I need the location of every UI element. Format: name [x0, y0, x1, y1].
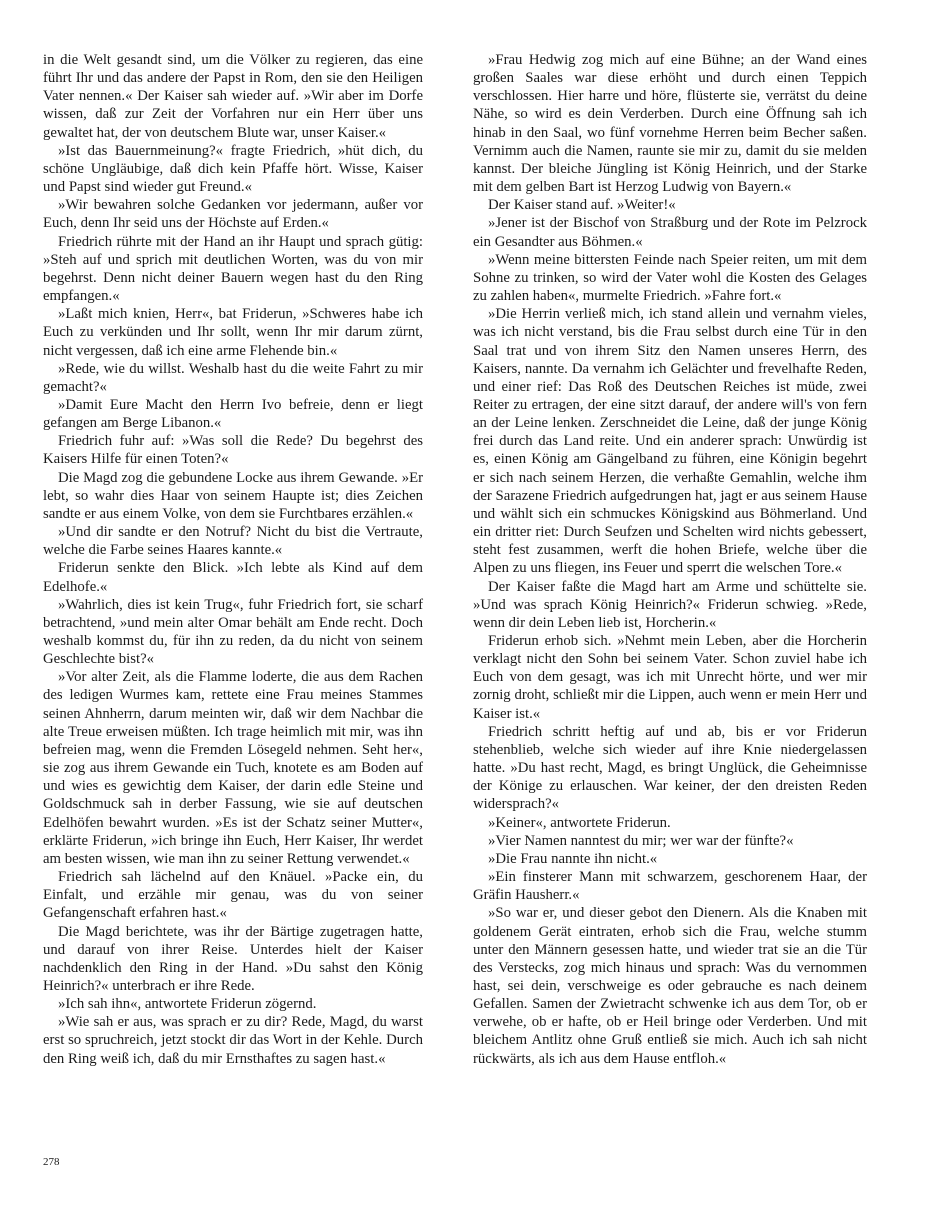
paragraph: Die Magd zog die gebundene Locke aus ihrem Gewande. »Er lebt, so wahr dies Haar von seinem Haupte ist; dies Zeichen sandte er aus einem Volke, von dem sie Furchtbares erzählen.«	[43, 469, 423, 522]
paragraph: »Die Herrin verließ mich, ich stand allein und vernahm vieles, was ich nicht verstand, bis die Frau selbst durch eine Tür in den Saal trat und von ihrem Sitz den Namen unseres Herrn, des Kaisers, nannte. Da vernahm ich Gelächter und frevelhafte Reden, und einer rief: Das Roß des Deutschen Reiches ist müde, zwei Reiter zu ertragen, der eine sitzt darauf, der andere will's von fern an der Leine lenken. Zerschneidet die Leine, daß der junge König frei durch das Land reite. Und ein anderer sprach: Unwürdig ist es, einen König am Gängelband zu führen, eine Königin begehrt er sich nach seinem Herzen, die verhaßte Gemahlin, welche ihm der Sarazene Friedrich aufgedrungen hat, jagt er aus seinem Hause und wählt sich ein schmuckes Königskind aus Böhmerland. Und ein dritter riet: Durch Seufzen und Schelten wird nichts gebessert, steht fest zusammen, werft die hohen Briefe, welche über die Alpen zu uns fliegen, ins Feuer und sperrt die welschen Tore.«	[473, 306, 867, 577]
paragraph: »Die Frau nannte ihn nicht.«	[488, 850, 658, 867]
paragraph: in die Welt gesandt sind, um die Völker zu regieren, das eine führt Ihr und das andere der Papst in Rom, den sie den Heiligen Vater nennen.« Der Kaiser sah wieder auf. »Wir aber im Dorfe wissen, daß zur Zeit der Vorfahren nur ein Herr über uns gewaltet hat, der von deutschem Blute war, unser Kaiser.«	[43, 52, 423, 141]
paragraph: »So war er, und dieser gebot den Dienern. Als die Knaben mit goldenem Gerät eintraten, erhob sich die Frau, welche stumm unter den Männern gesessen hatte, und wieder trat sie an die Tür des Verstecks, zog mich hinaus und sprach: Was du vernommen hast, sei dein, verschweige es oder gebrauche es nach deinem Gefallen. Samen der Zwietracht schwenke ich aus dem Tor, ob er verwehe, ob er hafte, ob er Heil bringe oder Verderben. Und mit bleichem Antlitz ohne Gruß entließ sie mich. Auch ich sah nicht rückwärts, als ich aus dem Hause entfloh.«	[473, 905, 867, 1067]
paragraph: »Laßt mich knien, Herr«, bat Friderun, »Schweres habe ich Euch zu verkünden und Ihr sollt, wenn Ihr mir darum zürnt, nicht vergessen, daß ich eine arme Flehende bin.«	[43, 306, 423, 359]
paragraph: Friedrich rührte mit der Hand an ihr Haupt und sprach gütig: »Steh auf und sprich mit deutlichen Worten, was du von mir begehrst. Denn nicht deiner Bauern wegen hast du den Ring empfangen.«	[43, 233, 423, 305]
page-number: 278	[43, 1156, 60, 1168]
paragraph: »Jener ist der Bischof von Straßburg und der Rote im Pelzrock ein Gesandter aus Böhmen.«	[473, 215, 867, 250]
paragraph: »Wenn meine bittersten Feinde nach Speier reiten, um mit dem Sohne zu trinken, so wird der Vater wohl die Kosten des Gelages zu zahlen haben«, murmelte Friedrich. »Fahre fort.«	[473, 251, 867, 305]
paragraph: »Rede, wie du willst. Weshalb hast du die weite Fahrt zu mir gemacht?«	[43, 360, 423, 395]
paragraph: »Vier Namen nanntest du mir; wer war der fünfte?«	[488, 832, 794, 849]
paragraph: »Damit Eure Macht den Herrn Ivo befreie, denn er liegt gefangen am Berge Libanon.«	[43, 396, 423, 432]
right-column	[473, 51, 867, 1068]
paragraph: »Und dir sandte er den Notruf? Nicht du bist die Vertraute, welche die Farbe seines Haares kannte.«	[43, 524, 423, 559]
paragraph: Friedrich sah lächelnd auf den Knäuel. »Packe ein, du Einfalt, und erzähle mir genau, was du von seiner Gefangenschaft erfahren hast.«	[43, 869, 423, 922]
paragraph: »Frau Hedwig zog mich auf eine Bühne; an der Wand eines großen Saales war diese erhöht und durch einen Teppich verschlossen. Hier harre und höre, flüsterte sie, verrätst du deine Nähe, so wird es dein Verderben. Durch eine Öffnung sah ich hinab in den Saal, wo fünf vornehme Herren beim Becher saßen. Vernimm auch die Namen, raunte sie mir zu, damit du sie melden kannst. Der bleiche Jüngling ist König Heinrich, und der Starke mit dem gelben Bart ist Herzog Ludwig von Bayern.«	[473, 52, 867, 196]
paragraph: »Wahrlich, dies ist kein Trug«, fuhr Friedrich fort, sie scharf betrachtend, »und mein alter Omar behält am Ende recht. Doch weshalb kommst du, für ihn zu reden, da du nicht von seinem Geschlechte bist?«	[43, 596, 423, 668]
paragraph: Die Magd berichtete, was ihr der Bärtige zugetragen hatte, und darauf von ihrer Reise. Unterdes hielt der Kaiser nachdenklich den Ring in der Hand. »Du sahst den König Heinrich?« unterbrach er ihre Rede.	[43, 923, 423, 994]
paragraph: »Ein finsterer Mann mit schwarzem, geschorenem Haar, der Gräfin Hausherr.«	[473, 869, 867, 904]
paragraph: Der Kaiser stand auf. »Weiter!«	[488, 197, 676, 214]
left-column	[43, 51, 423, 1068]
paragraph: Friedrich fuhr auf: »Was soll die Rede? Du begehrst des Kaisers Hilfe für einen Toten?«	[43, 433, 423, 468]
paragraph: Friedrich schritt heftig auf und ab, bis er vor Friderun stehenblieb, welche sich wieder auf ihre Knie niedergelassen hatte. »Du hast recht, Magd, es bringt Unglück, die Geheimnisse der Könige zu erlauschen. War keiner, der den dreisten Reden widersprach?«	[473, 723, 867, 813]
paragraph: Der Kaiser faßte die Magd hart am Arme und schüttelte sie. »Und was sprach König Heinrich?« Friderun schwieg. »Rede, wenn dir dein Leben lieb ist, Horcherin.«	[473, 578, 867, 631]
paragraph: »Wir bewahren solche Gedanken vor jedermann, außer vor Euch, denn Ihr seid uns der Höchste auf Erden.«	[43, 197, 423, 232]
paragraph: »Wie sah er aus, was sprach er zu dir? Rede, Magd, du warst erst so spruchreich, jetzt stockt dir das Wort in der Kehle. Durch den Ring weiß ich, daß du mir Ernsthaftes zu sagen hast.«	[43, 1014, 423, 1067]
paragraph: »Ich sah ihn«, antwortete Friderun zögernd.	[58, 996, 317, 1013]
paragraph: Friderun erhob sich. »Nehmt mein Leben, aber die Horcherin verklagt nicht den Sohn bei seinem Vater. Schon zuviel habe ich Euch von dem gesagt, was ich mit Unrecht hörte, und wer mir zornig droht, schließt mir die Lippen, auch wenn er mein Herr und Kaiser ist.«	[473, 633, 867, 722]
paragraph: »Vor alter Zeit, als die Flamme loderte, die aus dem Rachen des ledigen Wurmes kam, rettete eine Frau meines Stammes seinen Ahnherrn, darum meinten wir, daß wir dem Nachbar die alte Treue erweisen müßten. Ich trage heimlich mit mir, was ihn befreien mag, wenn die Fremden Lösegeld nehmen. Seht her«, sie zog aus ihrem Gewande ein Tuch, knotete es am Boden auf und wies es gewichtig dem Kaiser, der darin edle Steine und Goldschmuck sah in derber Fassung, wie sie auf deutschen Edelhöfen bewahrt wurden. »Es ist der Schatz seiner Mutter«, erklärte Friderun, »ich bringe ihn Euch, Herr Kaiser, Ihr werdet am besten wissen, wie man ihn zu seiner Rettung verwendet.«	[43, 669, 423, 867]
paragraph: »Ist das Bauernmeinung?« fragte Friedrich, »hüt dich, du schöne Ungläubige, daß dich kein Pfaffe hört. Wisse, Kaiser und Papst sind wieder gut Freund.«	[43, 142, 423, 196]
paragraph: Friderun senkte den Blick. »Ich lebte als Kind auf dem Edelhofe.«	[43, 560, 423, 595]
paragraph: »Keiner«, antwortete Friderun.	[488, 814, 671, 831]
